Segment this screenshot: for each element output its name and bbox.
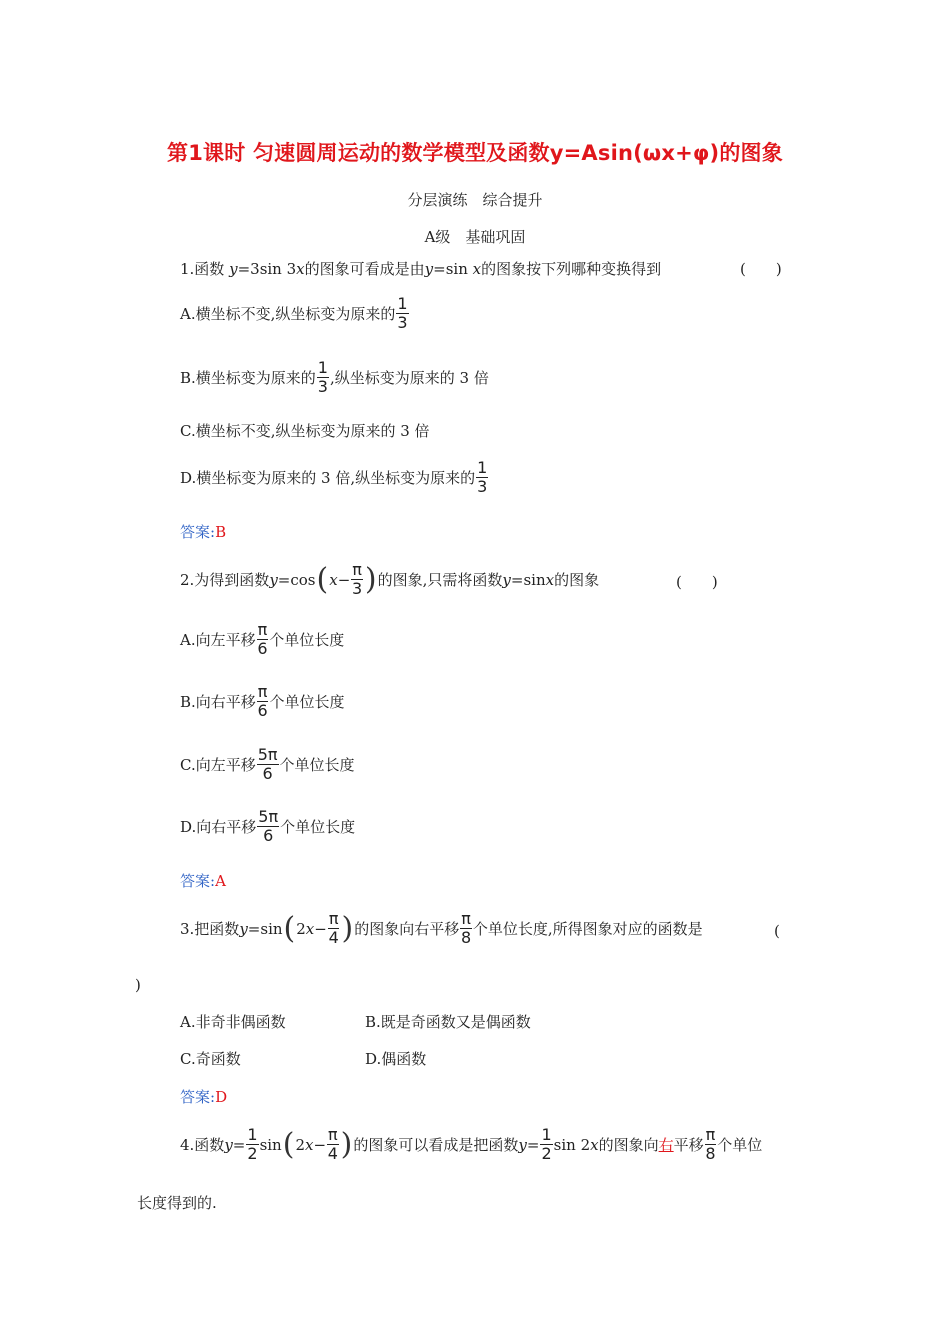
- q3-stem: 3.把函数 y =sin ( 2 x − $\frac{\pi}{4}$ ) 的图象向右平移 $\frac{\pi}{8}$ 个单位长度,所得图象对应的函数是: [180, 909, 703, 947]
- q2-option-d: D.向右平移 $\frac{5\pi}{6}$ 个单位长度: [180, 807, 356, 845]
- fraction: $\frac{1}{3}$: [397, 294, 408, 332]
- q3-option-b: B.既是奇函数又是偶函数: [365, 1013, 531, 1031]
- q1-option-c: C.横坐标不变,纵坐标变为原来的 3 倍: [180, 422, 430, 440]
- q2-option-b: B.向右平移 $\frac{\pi}{6}$ 个单位长度: [180, 682, 345, 720]
- fraction: $\frac{1}{3}$: [477, 458, 488, 496]
- q1-stem: 1.函数 y=3sin 3x的图象可看成是由y=sin x的图象按下列哪种变换得到: [180, 260, 662, 278]
- fraction: $\frac{1}{3}$: [317, 358, 328, 396]
- fraction: $\frac{5\pi}{6}$: [258, 807, 279, 845]
- q2-option-c: C.向左平移 $\frac{5\pi}{6}$ 个单位长度: [180, 745, 355, 783]
- fill-in-answer: 右: [658, 1135, 674, 1154]
- q2-option-a: A.向左平移 $\frac{\pi}{6}$ 个单位长度: [180, 620, 345, 658]
- q1-option-d: D.横坐标变为原来的 3 倍,纵坐标变为原来的 $\frac{1}{3}$: [180, 458, 488, 496]
- level-heading: A级 基础巩固: [424, 228, 526, 246]
- q2-answer: 答案:A: [180, 872, 226, 890]
- left-paren: (: [282, 1126, 295, 1162]
- q1-option-b: B.横坐标变为原来的 $\frac{1}{3}$ ,纵坐标变为原来的 3 倍: [180, 358, 489, 396]
- fraction: $\frac{5\pi}{6}$: [257, 745, 278, 783]
- q2-bracket: ( ): [676, 573, 718, 591]
- section-heading: 分层演练 综合提升: [407, 191, 543, 209]
- fraction: $\frac{1}{2}$: [541, 1125, 552, 1163]
- fraction: $\frac{\pi}{8}$: [705, 1125, 716, 1163]
- fraction: $\frac{\pi}{6}$: [257, 682, 268, 720]
- q3-option-d: D.偶函数: [365, 1050, 427, 1068]
- left-paren: (: [316, 561, 329, 597]
- q2-stem: 2.为得到函数 y =cos ( x − $\frac{\pi}{3}$ ) 的图象,只需将函数 y =sin x 的图象: [180, 560, 600, 598]
- left-paren: (: [283, 910, 296, 946]
- q3-bracket-close: ): [135, 976, 141, 994]
- q1-answer: 答案:B: [180, 523, 227, 541]
- fraction: $\frac{1}{2}$: [247, 1125, 258, 1163]
- fraction: $\frac{\pi}{8}$: [460, 909, 472, 947]
- right-paren: ): [340, 1126, 353, 1162]
- q3-option-c: C.奇函数: [180, 1050, 241, 1068]
- q4-continuation: 长度得到的.: [137, 1194, 217, 1212]
- q4-stem: 4.函数 y = $\frac{1}{2}$ sin ( 2 x − $\frac{\pi}{4}$ ) 的图象可以看成是把函数 y = $\frac{1}{2}$ sin 2 x 的图象向 右 平移 $\frac{\pi}{8}$ 个单位: [180, 1125, 763, 1163]
- q1-bracket: ( ): [740, 260, 782, 278]
- fraction: $\frac{\pi}{3}$: [351, 560, 363, 598]
- fraction: $\frac{\pi}{6}$: [257, 620, 268, 658]
- fraction: $\frac{\pi}{4}$: [328, 909, 339, 947]
- page-title: 第1课时 匀速圆周运动的数学模型及函数y=Asin(ωx+φ)的图象: [167, 141, 783, 165]
- fraction: $\frac{\pi}{4}$: [327, 1125, 338, 1163]
- right-paren: ): [364, 561, 377, 597]
- right-paren: ): [341, 910, 354, 946]
- q1-option-a: A.横坐标不变,纵坐标变为原来的 $\frac{1}{3}$: [180, 294, 408, 332]
- q3-bracket-open: (: [774, 922, 780, 940]
- q3-option-a: A.非奇非偶函数: [180, 1013, 286, 1031]
- q3-answer: 答案:D: [180, 1088, 228, 1106]
